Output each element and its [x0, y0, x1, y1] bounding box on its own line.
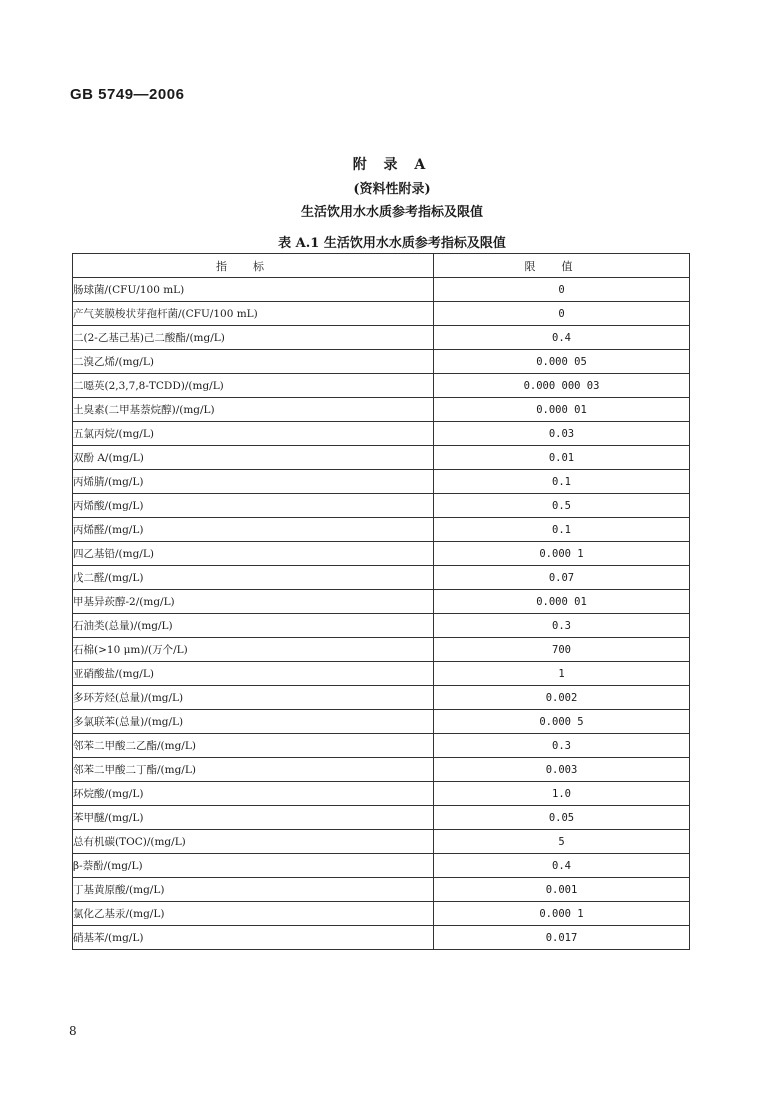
limit-cell: 0: [434, 302, 690, 326]
table-row: [73, 278, 690, 302]
reference-table: [72, 253, 690, 950]
table-row: [73, 422, 690, 446]
table-caption: 表 A.1 生活饮用水水质参考指标及限值: [278, 236, 506, 251]
table-row: [73, 926, 690, 950]
indicator-cell: 二噁英(2,3,7,8-TCDD)/(mg/L): [73, 374, 434, 398]
indicator-cell: 总有机碳(TOC)/(mg/L): [73, 830, 434, 854]
indicator-cell: 土臭素(二甲基萘烷醇)/(mg/L): [73, 398, 434, 422]
table-body: [73, 278, 690, 950]
table-row: [73, 878, 690, 902]
limit-cell: 0.3: [434, 734, 690, 758]
indicator-cell: 丙烯酸/(mg/L): [73, 494, 434, 518]
table-header-row: [73, 254, 690, 278]
table-row: [73, 686, 690, 710]
table-row: [73, 374, 690, 398]
limit-cell: 0.05: [434, 806, 690, 830]
limit-cell: 0.4: [434, 326, 690, 350]
annex-nature: (资料性附录): [353, 182, 431, 197]
limit-cell: 0.000 05: [434, 350, 690, 374]
limit-cell: 5: [434, 830, 690, 854]
indicator-cell: 二溴乙烯/(mg/L): [73, 350, 434, 374]
limit-cell: 700: [434, 638, 690, 662]
table-row: [73, 806, 690, 830]
limit-cell: 0.5: [434, 494, 690, 518]
page-number: 8: [69, 1024, 77, 1038]
table-row: [73, 854, 690, 878]
indicator-cell: 邻苯二甲酸二乙酯/(mg/L): [73, 734, 434, 758]
limit-cell: 0.1: [434, 470, 690, 494]
limit-cell: 1.0: [434, 782, 690, 806]
table-row: [73, 326, 690, 350]
indicator-cell: 二(2-乙基己基)己二酸酯/(mg/L): [73, 326, 434, 350]
indicator-cell: 硝基苯/(mg/L): [73, 926, 434, 950]
annex-title: 生活饮用水水质参考指标及限值: [300, 205, 483, 220]
table-row: [73, 350, 690, 374]
table-row: [73, 446, 690, 470]
table-row: [73, 782, 690, 806]
limit-cell: 0.1: [434, 518, 690, 542]
limit-cell: 1: [434, 662, 690, 686]
limit-cell: 0.000 000 03: [434, 374, 690, 398]
column-header-indicator: 指标: [73, 254, 434, 278]
table-row: [73, 902, 690, 926]
limit-cell: 0: [434, 278, 690, 302]
table-row: [73, 542, 690, 566]
standard-code: GB 5749—2006: [70, 86, 185, 103]
limit-cell: 0.01: [434, 446, 690, 470]
limit-cell: 0.03: [434, 422, 690, 446]
annex-label: 附 录 A: [352, 157, 432, 173]
indicator-cell: 丁基黄原酸/(mg/L): [73, 878, 434, 902]
indicator-cell: 丙烯腈/(mg/L): [73, 470, 434, 494]
table-row: [73, 398, 690, 422]
indicator-cell: 多氯联苯(总量)/(mg/L): [73, 710, 434, 734]
table-row: [73, 638, 690, 662]
indicator-cell: 甲基异莰醇-2/(mg/L): [73, 590, 434, 614]
table-row: [73, 662, 690, 686]
table-row: [73, 470, 690, 494]
indicator-cell: 石棉(>10 μm)/(万个/L): [73, 638, 434, 662]
table-row: [73, 494, 690, 518]
limit-cell: 0.3: [434, 614, 690, 638]
indicator-cell: 肠球菌/(CFU/100 mL): [73, 278, 434, 302]
limit-cell: 0.07: [434, 566, 690, 590]
limit-cell: 0.017: [434, 926, 690, 950]
limit-cell: 0.000 1: [434, 902, 690, 926]
limit-cell: 0.000 01: [434, 590, 690, 614]
indicator-cell: 双酚 A/(mg/L): [73, 446, 434, 470]
indicator-cell: 多环芳烃(总量)/(mg/L): [73, 686, 434, 710]
indicator-cell: 苯甲醚/(mg/L): [73, 806, 434, 830]
indicator-cell: 戊二醛/(mg/L): [73, 566, 434, 590]
limit-cell: 0.003: [434, 758, 690, 782]
indicator-cell: 五氯丙烷/(mg/L): [73, 422, 434, 446]
limit-cell: 0.000 01: [434, 398, 690, 422]
indicator-cell: 环烷酸/(mg/L): [73, 782, 434, 806]
table-row: [73, 590, 690, 614]
indicator-cell: 亚硝酸盐/(mg/L): [73, 662, 434, 686]
indicator-cell: 石油类(总量)/(mg/L): [73, 614, 434, 638]
limit-cell: 0.001: [434, 878, 690, 902]
table-row: [73, 710, 690, 734]
indicator-cell: 产气荚膜梭状芽孢杆菌/(CFU/100 mL): [73, 302, 434, 326]
limit-cell: 0.4: [434, 854, 690, 878]
limit-cell: 0.002: [434, 686, 690, 710]
table-row: [73, 830, 690, 854]
limit-cell: 0.000 1: [434, 542, 690, 566]
indicator-cell: β-萘酚/(mg/L): [73, 854, 434, 878]
table-row: [73, 734, 690, 758]
table-row: [73, 302, 690, 326]
indicator-cell: 四乙基铅/(mg/L): [73, 542, 434, 566]
table-row: [73, 758, 690, 782]
column-header-limit: 限值: [434, 254, 690, 278]
table-row: [73, 566, 690, 590]
limit-cell: 0.000 5: [434, 710, 690, 734]
table-row: [73, 518, 690, 542]
table-row: [73, 614, 690, 638]
indicator-cell: 氯化乙基汞/(mg/L): [73, 902, 434, 926]
indicator-cell: 丙烯醛/(mg/L): [73, 518, 434, 542]
indicator-cell: 邻苯二甲酸二丁酯/(mg/L): [73, 758, 434, 782]
